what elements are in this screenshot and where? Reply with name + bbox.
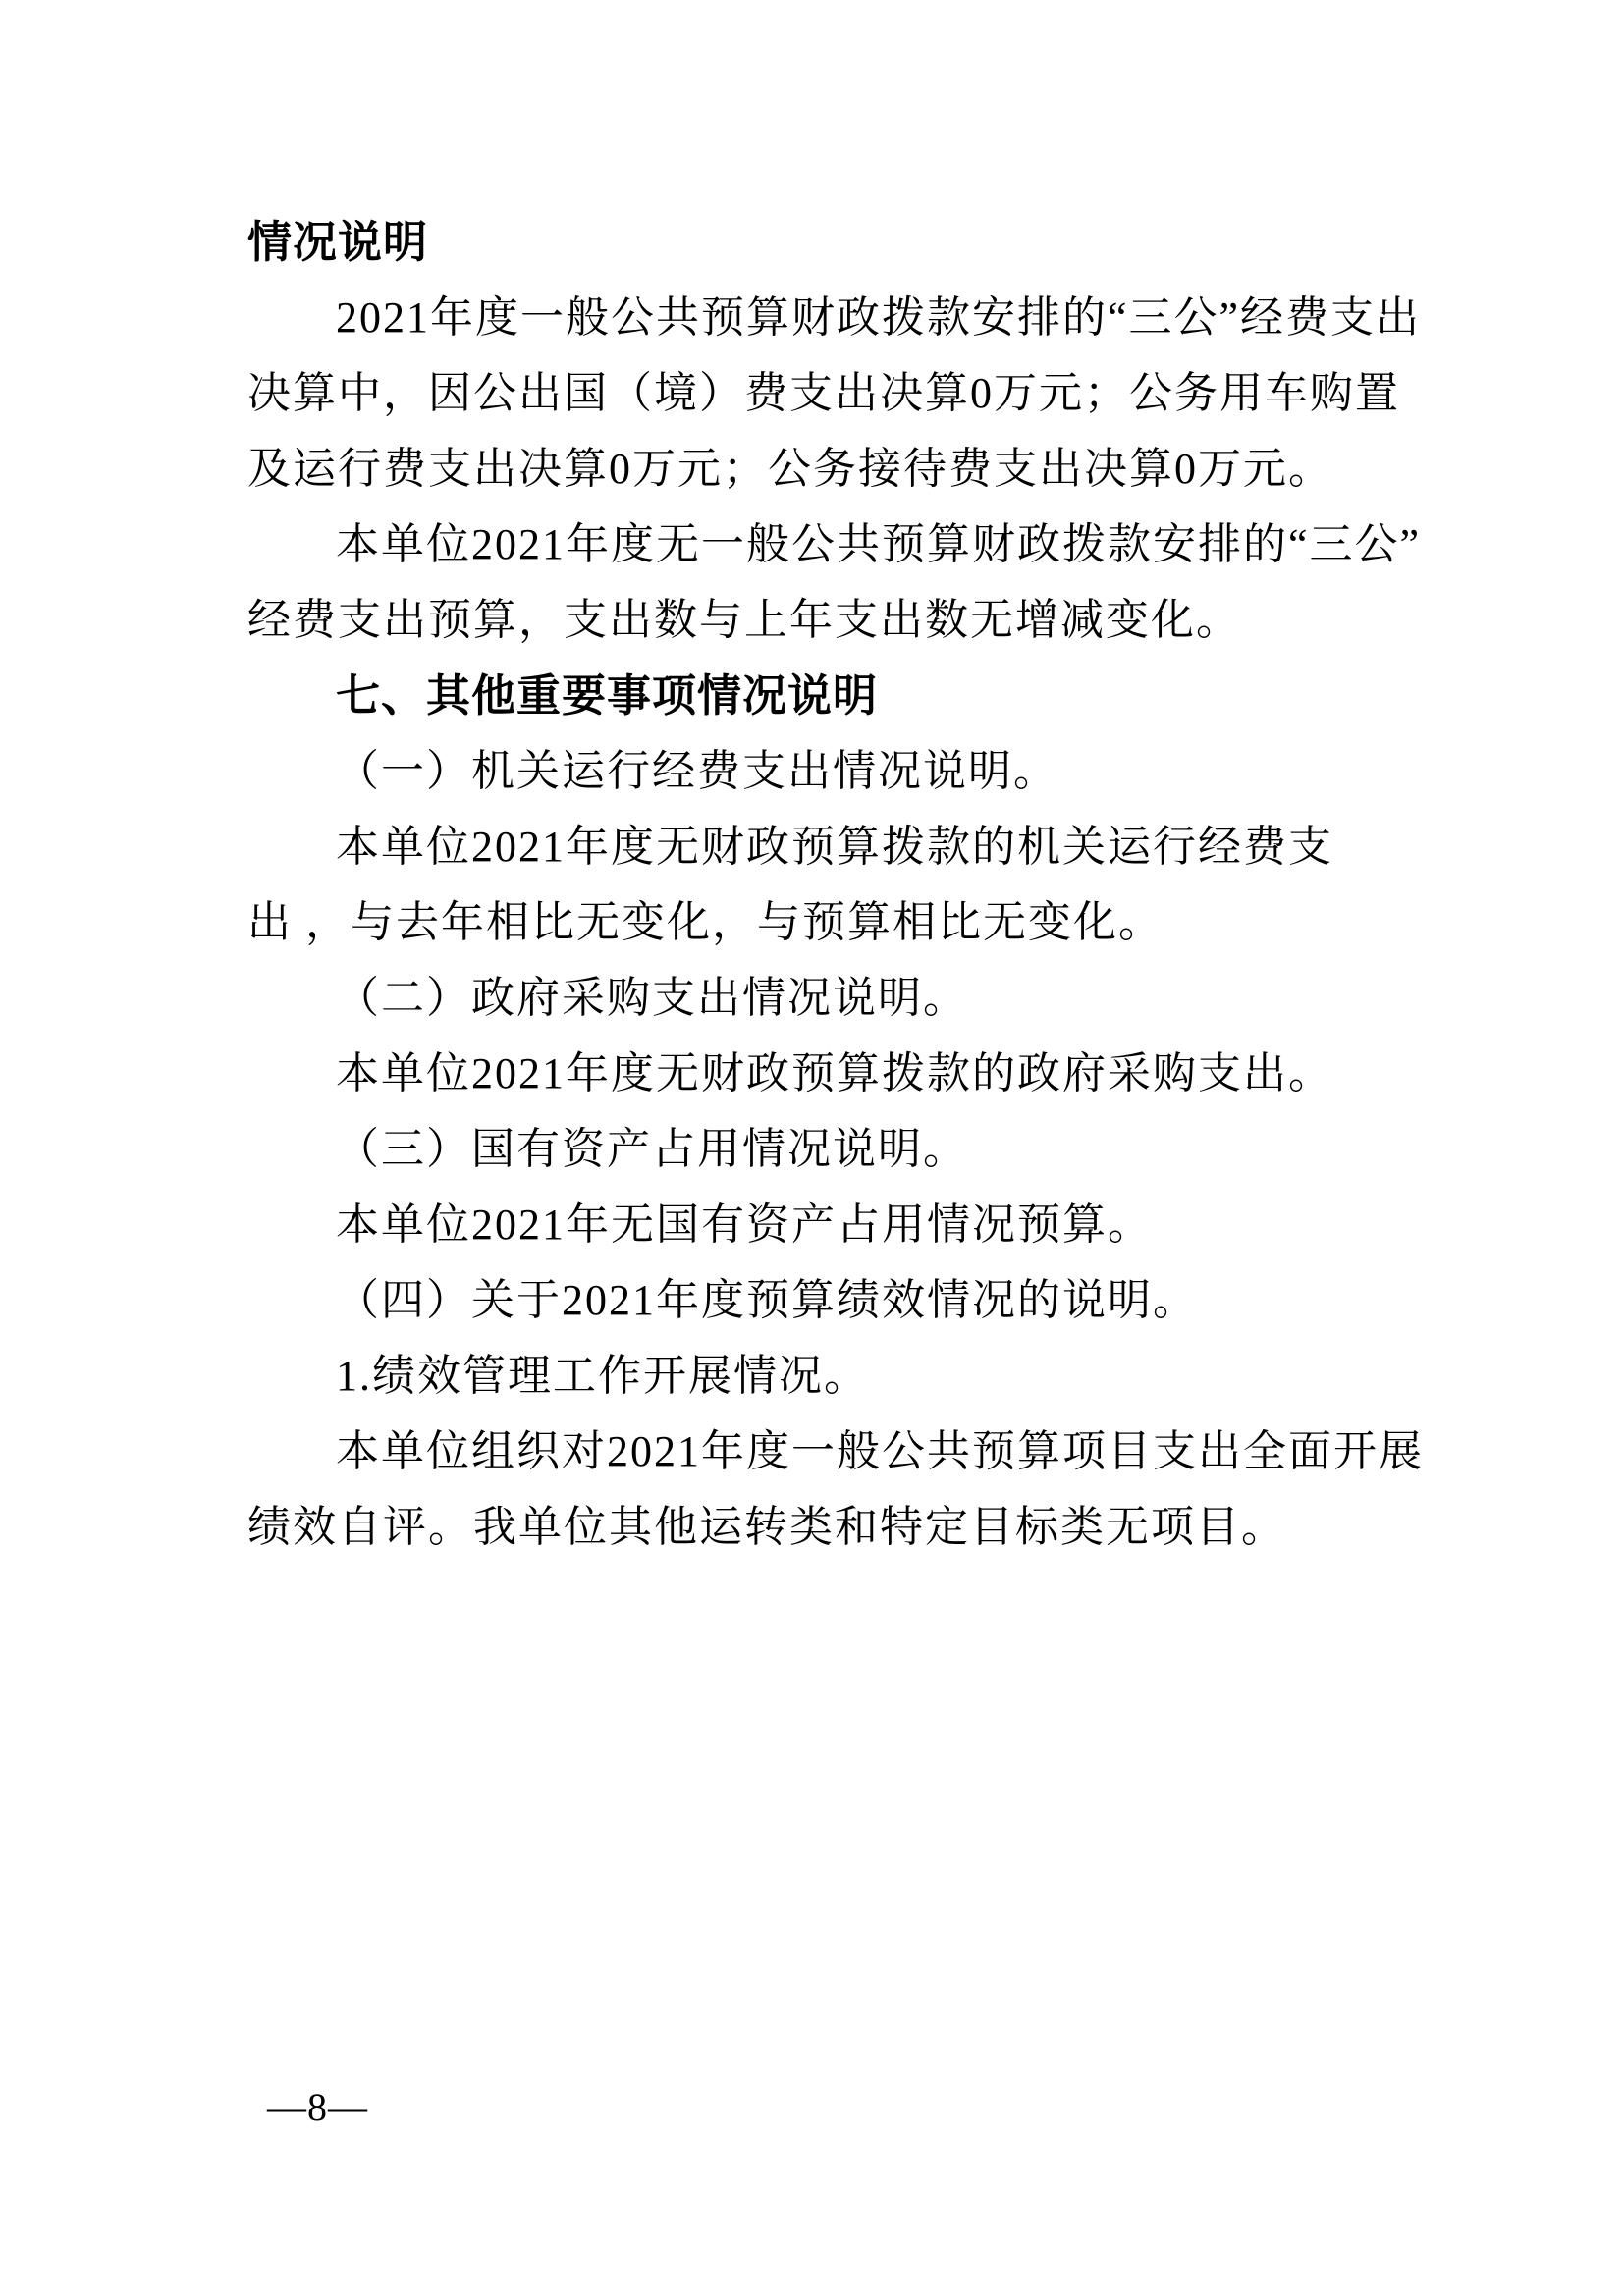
list-item-one: 1.绩效管理工作开展情况。 [336, 1352, 869, 1400]
paragraph-line: 经费支出预算，支出数与上年支出数无增减变化。 [247, 596, 1241, 644]
paragraph-line: 2021年度一般公共预算财政拨款安排的“三公”经费支出 [336, 294, 1422, 342]
paragraph-line: 本单位2021年度无财政预算拨款的政府采购支出。 [336, 1049, 1333, 1097]
subsection-heading-four: （四）关于2021年度预算绩效情况的说明。 [336, 1276, 1198, 1324]
paragraph-line: 本单位2021年度无财政预算拨款的机关运行经费支 [336, 823, 1333, 871]
paragraph-line: 本单位2021年度无一般公共预算财政拨款安排的“三公” [336, 520, 1422, 568]
paragraph-line: 决算中，因公出国（境）费支出决算0万元；公务用车购置 [247, 369, 1400, 417]
page-number: —8— [267, 2085, 368, 2129]
section-heading-seven: 七、其他重要事项情况说明 [336, 670, 879, 721]
paragraph-line: 及运行费支出决算0万元；公务接待费支出决算0万元。 [247, 445, 1333, 493]
subsection-heading-three: （三）国有资产占用情况说明。 [336, 1125, 968, 1173]
paragraph-line: 出 ，与去年相比无变化，与预算相比无变化。 [247, 898, 1164, 946]
subsection-heading-one: （一）机关运行经费支出情况说明。 [336, 747, 1058, 795]
paragraph-line: 本单位组织对2021年度一般公共预算项目支出全面开展 [336, 1427, 1424, 1475]
section-heading-continuation: 情况说明 [247, 217, 429, 267]
subsection-heading-two: （二）政府采购支出情况说明。 [336, 974, 968, 1022]
paragraph-line: 绩效自评。我单位其他运转类和特定目标类无项目。 [247, 1503, 1286, 1551]
document-body [247, 204, 1424, 1565]
paragraph-line: 本单位2021年无国有资产占用情况预算。 [336, 1201, 1153, 1249]
